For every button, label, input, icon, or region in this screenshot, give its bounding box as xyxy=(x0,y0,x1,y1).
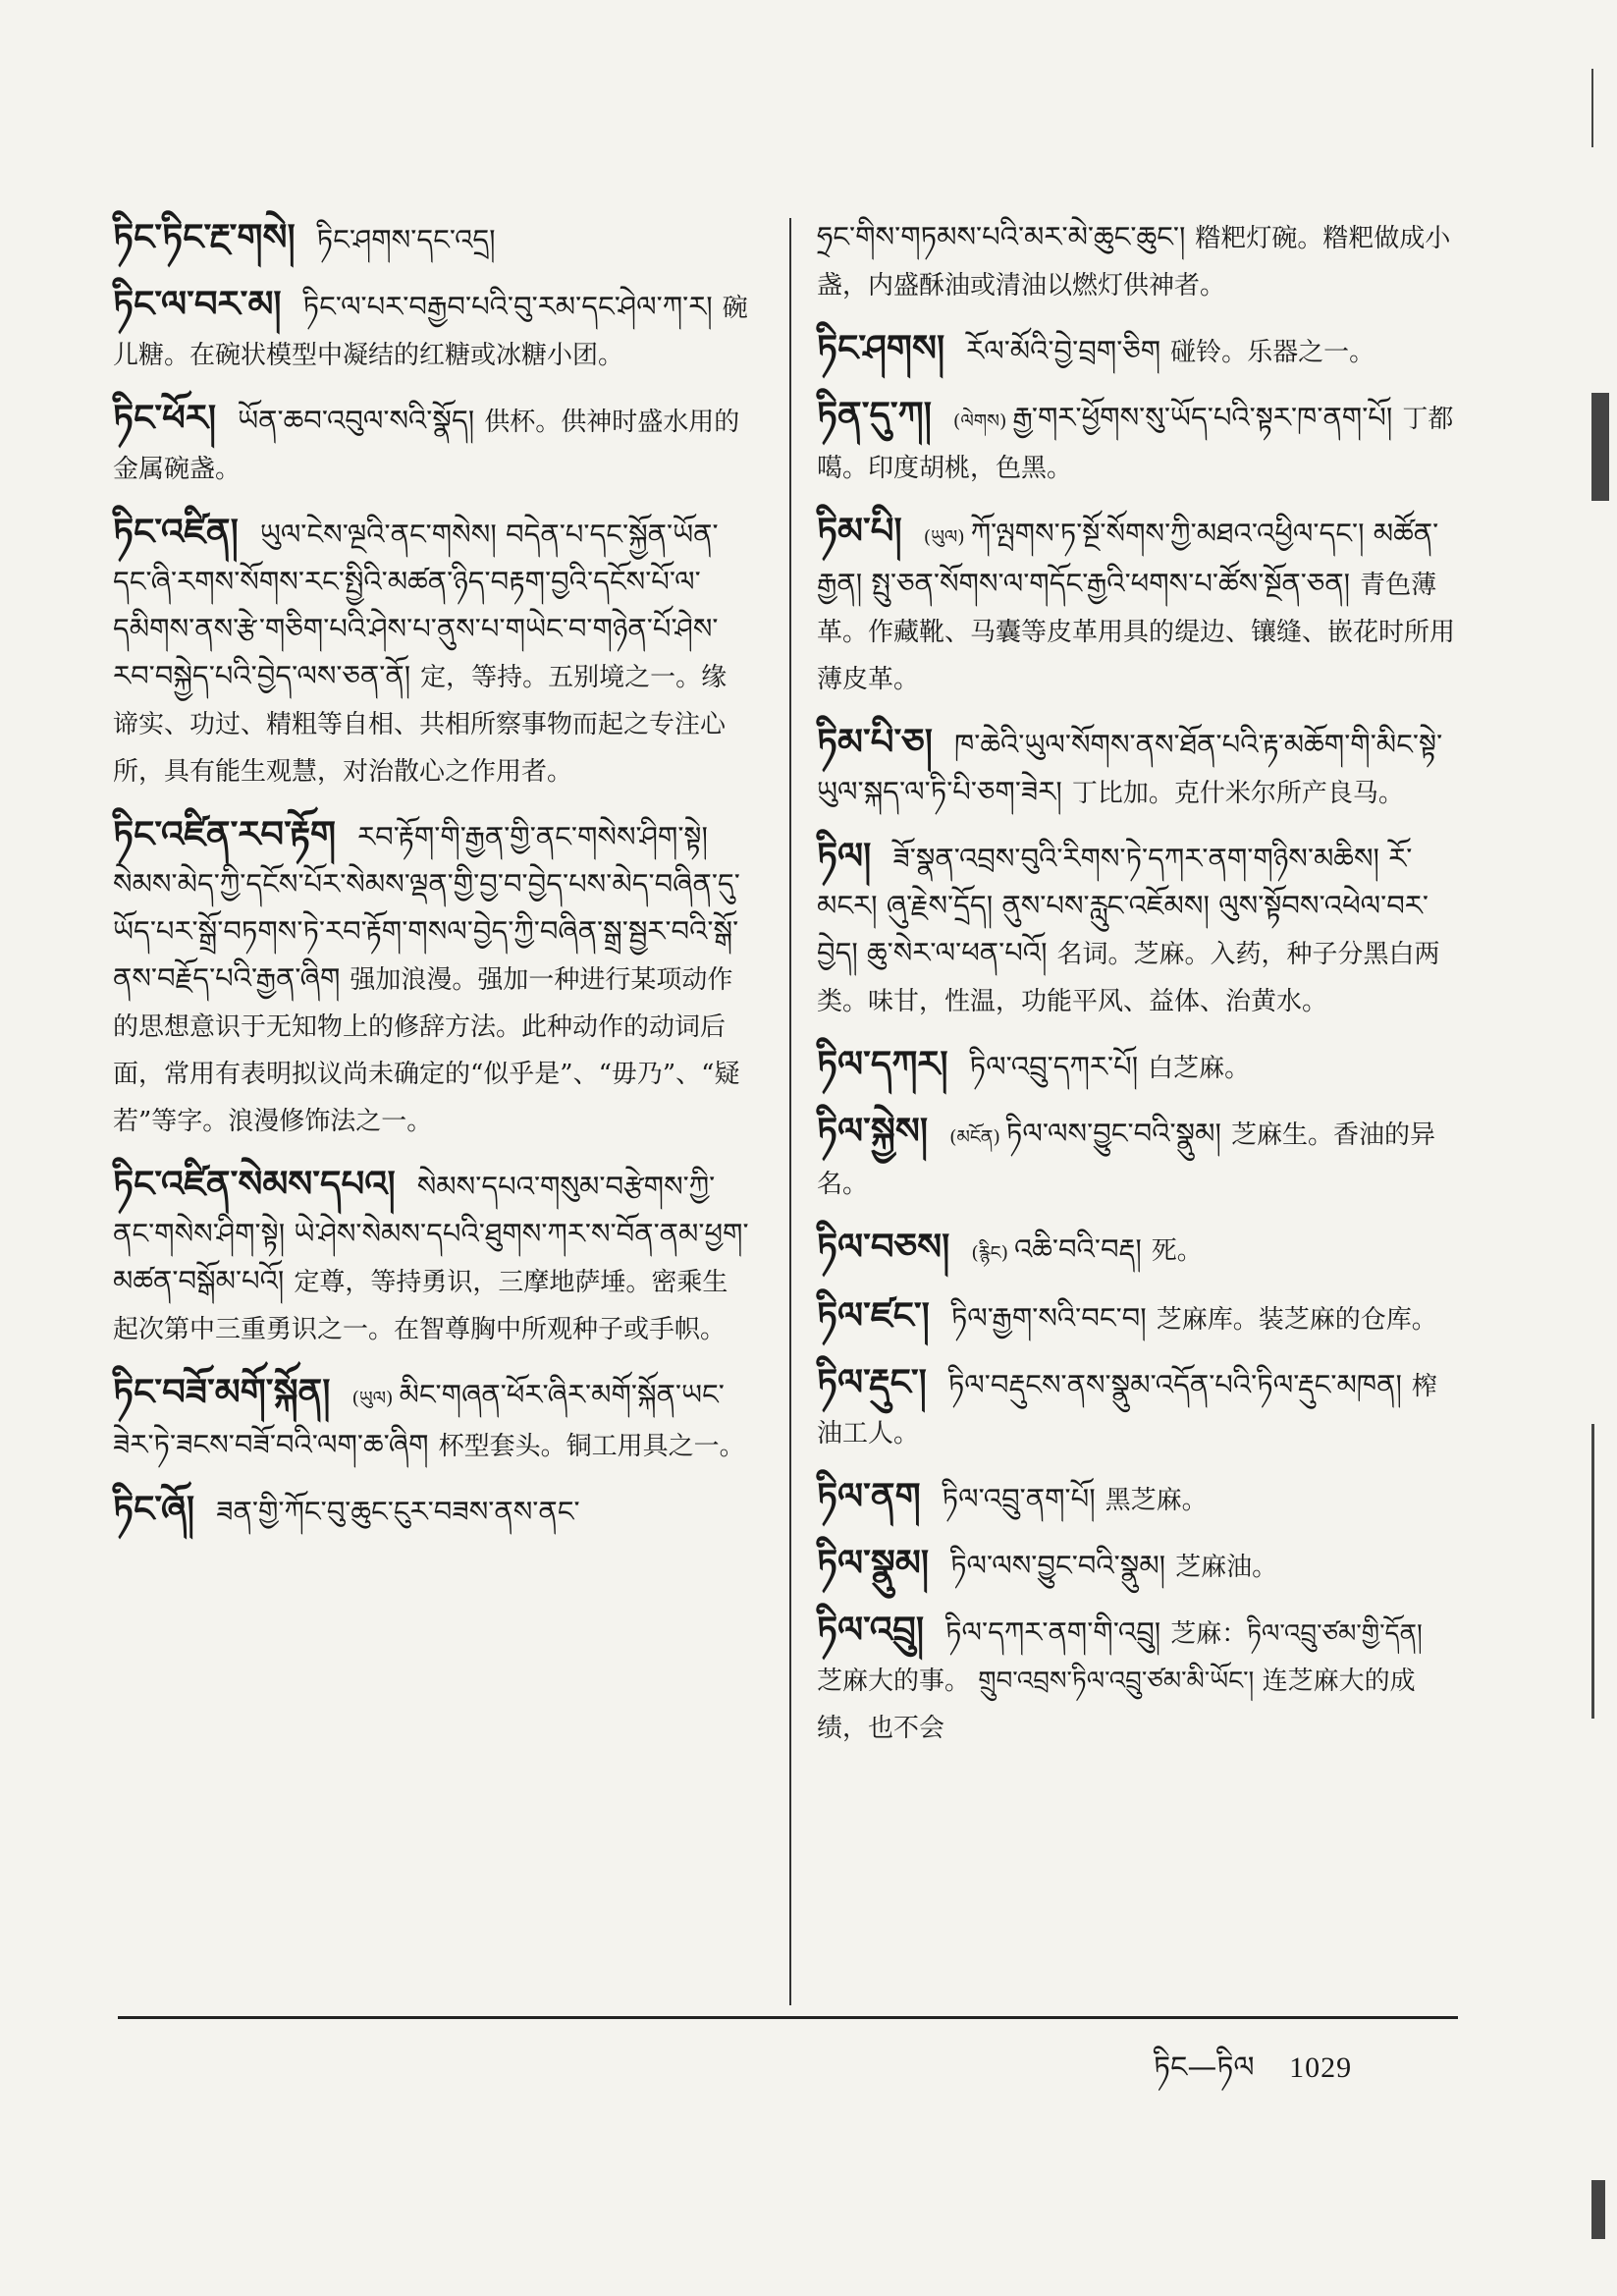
chinese-definition: 白芝麻。 xyxy=(1148,1054,1251,1083)
headword: ཏིང་ཞོ། xyxy=(113,1488,195,1530)
grammar-tag: (རྙིང) xyxy=(971,1242,1008,1264)
headword: ཏིང་འཛིན། xyxy=(113,511,239,553)
headword: ཏིལ་སྣུམ། xyxy=(817,1542,930,1584)
dictionary-entry xyxy=(113,811,751,1145)
chinese-definition: 碗儿糖。在碗状模型中凝结的红糖或冰糖小团。 xyxy=(113,294,748,370)
chinese-definition: 青色薄革。作藏靴、马囊等皮革用具的缇边、镶缝、嵌花时所用薄皮革。 xyxy=(817,571,1456,694)
tibetan-definition: རོལ་མོའི་བྱེ་བྲག་ཅིག xyxy=(966,334,1161,367)
page-range: ཏིང—ཏིལ xyxy=(1154,2050,1255,2085)
tibetan-definition: ཏིལ་འབྲུ་དཀར་པོ། xyxy=(969,1050,1139,1083)
chinese-definition: 杯型套头。铜工用具之一。 xyxy=(438,1432,745,1461)
dictionary-entry xyxy=(817,719,1455,817)
tibetan-definition: རབ་རྟོག་གི་རྒྱན་གྱི་ནང་གསེས་ཤིག་སྟེ། སེམས་མེད་ཀྱི་དངོས་པོར་སེམས་ལྡན་གྱི་བྱ་བ་བྱེད་པས་མེད་བཞིན་དུ་ཡོད་པར་སྒྲོ་བཏགས་ཏེ་རབ་རྟོག་གསལ་བྱེད་ཀྱི་བཞིན་སྒྲ་སྦྱར་བའི་སྒོ་ནས་བརྗོད་པའི་རྒྱན་ཞིག xyxy=(113,820,740,995)
tibetan-definition: ཏིང་ལ་པར་བརྒྱབ་པའི་བུ་རམ་དང་ཤེལ་ཀ་ར། xyxy=(302,290,713,323)
dictionary-entry xyxy=(817,1108,1455,1208)
chinese-definition: 芝麻油。 xyxy=(1175,1553,1278,1582)
dictionary-entry xyxy=(817,1359,1455,1457)
scan-edge-marks xyxy=(1578,0,1617,2296)
chinese-definition: 定，等持。五别境之一。缘谛实、功过、精粗等自相、共相所察事物而起之专注心所，具有能生观慧，对治散心之作用者。 xyxy=(113,663,728,787)
dictionary-entry xyxy=(817,1473,1455,1524)
tibetan-definition: མིང་གཞན་ཕོར་ཞིར་མགོ་སྐོན་ཡང་ཟེར་ཏེ་ཟངས་བཟོ་བའི་ལག་ཆ་ཞིག xyxy=(113,1378,725,1461)
tibetan-definition: ཏིལ་ལས་བྱུང་བའི་སྣུམ། xyxy=(1005,1117,1221,1150)
chinese-definition: 丁比加。克什米尔所产良马。 xyxy=(1071,779,1404,808)
headword: ཏིལ་རྡུང་། xyxy=(817,1361,927,1403)
headword: ཏིལ་འབྲུ། xyxy=(817,1609,925,1651)
dictionary-entry xyxy=(113,1486,751,1537)
column-divider xyxy=(789,218,791,2005)
dictionary-entry xyxy=(113,395,751,493)
scan-mark xyxy=(1591,393,1609,501)
tibetan-definition: ཀོ་ལྤགས་ཏ་སྔོ་སོགས་ཀྱི་མཐའ་འཕྱིལ་དང་། མཚོན་རྒྱན། སྤུ་ཅན་སོགས་ལ་གདོང་རྒྱའི་ཕགས་པ་ཚོས་སྔོན་ཅན། xyxy=(817,517,1439,600)
headword: ཏིལ་དཀར། xyxy=(817,1043,948,1085)
grammar-tag: (མངོན) xyxy=(949,1126,1000,1148)
tibetan-definition: ཡུལ་ངེས་ལྔའི་ནང་གསེས། བདེན་པ་དང་སྐྱོན་ཡོན་དང་ཞི་རགས་སོགས་རང་སྤྱིའི་མཚན་ཉིད་བརྟག་བྱའི་དངོས་པོ་ལ་དམིགས་ནས་རྩེ་གཅིག་པའི་ཤེས་པ་ནུས་པ་གཡེང་བ་གཉེན་པོ་ཤེས་རབ་བསྐྱེད་པའི་བྱེད་ལས་ཅན་ནོ། xyxy=(113,518,719,692)
headword: ཏིལ་ནག xyxy=(817,1475,921,1517)
right-column xyxy=(817,214,1455,1768)
dictionary-entry xyxy=(817,833,1455,1025)
page-number: 1029 xyxy=(1289,2051,1353,2084)
tibetan-definition: ཧྲང་གིས་གཏམས་པའི་མར་མེ་ཆུང་ཆུང་། xyxy=(817,220,1186,253)
dictionary-entry xyxy=(817,1607,1455,1752)
headword: ཏིང་ཏིང་རྔ་གསེ། xyxy=(113,216,296,258)
headword: ཏིམ་པི་ཅ། xyxy=(817,721,933,763)
scan-mark xyxy=(1591,69,1593,147)
tibetan-definition: ཏིང་ཤགས་དང་འདྲ། xyxy=(316,223,496,256)
headword: ཏིང་ལ་བར་མ། xyxy=(113,283,282,325)
tibetan-definition: ཟན་གྱི་ཀོང་བུ་ཆུང་ངུར་བཟས་ནས་ནང་ xyxy=(216,1495,580,1528)
headword: ཏིང་འཛིན་སེམས་དཔའ། xyxy=(113,1163,396,1205)
chinese-definition: 榨油工人。 xyxy=(817,1372,1437,1449)
chinese-definition: 供杯。供神时盛水用的金属碗盏。 xyxy=(113,408,740,484)
left-column xyxy=(113,214,751,1553)
tibetan-definition: ཁ་ཆེའི་ཡུལ་སོགས་ནས་ཐོན་པའི་རྟ་མཆོག་གི་མིང་སྟེ་ཡུལ་སྐད་ལ་ཏི་པི་ཅག་ཟེར། xyxy=(817,728,1443,808)
chinese-definition: 定尊，等持勇识，三摩地萨埵。密乘生起次第中三重勇识之一。在智尊胸中所观种子或手帜。 xyxy=(113,1268,728,1344)
tibetan-definition: ཏིལ་རྒྱག་སའི་བང་བ། xyxy=(950,1301,1147,1335)
chinese-definition: 黑芝麻。 xyxy=(1105,1486,1208,1515)
chinese-definition: 丁都噶。印度胡桃，色黑。 xyxy=(817,405,1454,483)
headword: ཏིང་ཤགས། xyxy=(817,327,945,369)
dictionary-entry xyxy=(817,392,1455,492)
dictionary-entry xyxy=(817,1041,1455,1092)
tibetan-definition: ཟོ་སྣན་འབྲས་བུའི་རིགས་ཏེ་དཀར་ནག་གཉིས་མཆིས། རོ་མངར། ཞུ་རྗེས་དྲོད། ནུས་པས་རླུང་འཇོམས། ལུས་སྟོབས་འཕེལ་བར་བྱེད། ཆུ་སེར་ལ་ཕན་པའོ། xyxy=(817,842,1428,969)
dictionary-entry xyxy=(113,281,751,379)
dictionary-entry xyxy=(113,1161,751,1353)
grammar-tag: (ཡུལ) xyxy=(351,1388,394,1409)
headword: ཏིལ་སྐྱེས། xyxy=(817,1110,929,1152)
chinese-definition: 死。 xyxy=(1151,1236,1203,1266)
tibetan-definition: ཡོན་ཆབ་འབུལ་སའི་སྣོད། xyxy=(238,404,475,437)
headword: ཏིལ་བཅས། xyxy=(817,1226,950,1268)
scan-mark xyxy=(1591,1424,1594,1719)
tibetan-definition: ཏིལ་བརྡུངས་ནས་སྣུམ་འདོན་པའི་ཏིལ་རྡུང་མཁན། xyxy=(947,1368,1402,1401)
dictionary-entry xyxy=(113,214,751,265)
dictionary-entry xyxy=(113,509,751,795)
scan-mark xyxy=(1591,2180,1605,2239)
dictionary-entry xyxy=(817,1292,1455,1343)
dictionary-entry xyxy=(113,1369,751,1470)
dictionary-entry xyxy=(817,1224,1455,1277)
grammar-tag: (ལེགས) xyxy=(952,410,1007,432)
headword: ཏིང་འཛིན་རབ་རྟོག xyxy=(113,813,337,855)
headword: ཏིལ་ཛང་། xyxy=(817,1294,930,1337)
page-footer xyxy=(1154,2035,1352,2117)
dictionary-entry-continued xyxy=(817,214,1455,309)
tibetan-definition: རྒྱ་གར་ཕྱོགས་སུ་ཡོད་པའི་སྟར་ཁ་ནག་པོ། xyxy=(1012,401,1393,434)
headword: ཏིན་དུ་ཀ། xyxy=(817,394,932,436)
tibetan-definition: ཏིལ་འབྲུ་ནག་པོ། xyxy=(942,1482,1096,1515)
dictionary-entry xyxy=(817,1540,1455,1591)
dictionary-entry xyxy=(817,508,1455,703)
tibetan-definition: ཏིལ་ལས་བྱུང་བའི་སྣུམ། xyxy=(950,1549,1166,1582)
chinese-definition: 强加浪漫。强加一种进行某项动作的思想意识于无知物上的修辞方法。此种动作的动词后面，常用有表明拟议尚未确定的“似乎是”、“毋乃”、“疑若”等字。浪漫修饰法之一。 xyxy=(113,965,740,1136)
chinese-definition: 名词。芝麻。入药，种子分黑白两类。味甘，性温，功能平风、益体、治黄水。 xyxy=(817,940,1440,1016)
chinese-definition: 芝麻生。香油的异名。 xyxy=(817,1121,1435,1199)
chinese-definition: 芝麻库。装芝麻的仓库。 xyxy=(1156,1305,1437,1335)
footer-rule xyxy=(118,2016,1458,2019)
chinese-definition: 芝麻：ཏིལ་འབྲུ་ཙམ་གྱི་དོན། 芝麻大的事。 གྲུབ་འབྲས་ཏིལ་འབྲུ་ཙམ་མི་ཡོང་། 连芝麻大的成绩，也不会 xyxy=(817,1619,1423,1743)
chinese-definition: 碰铃。乐器之一。 xyxy=(1170,338,1375,367)
headword: ཏིལ། xyxy=(817,835,872,877)
tibetan-definition: སེམས་དཔའ་གསུམ་བརྩེགས་ཀྱི་ནང་གསེས་ཤིག་སྟེ། ཡེ་ཤེས་སེམས་དཔའི་ཐུགས་ཀར་ས་བོན་ནམ་ཕྱག་མཚན་བསྒོམ་པའོ། xyxy=(113,1170,749,1297)
headword: ཏིམ་པི། xyxy=(817,510,902,552)
dictionary-entry xyxy=(817,325,1455,376)
grammar-tag: (ཡུལ) xyxy=(923,526,965,548)
tibetan-definition: ཏིལ་དཀར་ནག་གི་འབྲུ། xyxy=(945,1615,1161,1649)
tibetan-definition: འཆི་བའི་བརྡ། xyxy=(1014,1232,1142,1266)
chinese-definition: 糌粑灯碗。糌粑做成小盏，内盛酥油或清油以燃灯供神者。 xyxy=(817,224,1451,301)
headword: ཏིང་ཕོར། xyxy=(113,397,217,439)
headword: ཏིང་བཟོ་མགོ་སྐོན། xyxy=(113,1371,331,1413)
